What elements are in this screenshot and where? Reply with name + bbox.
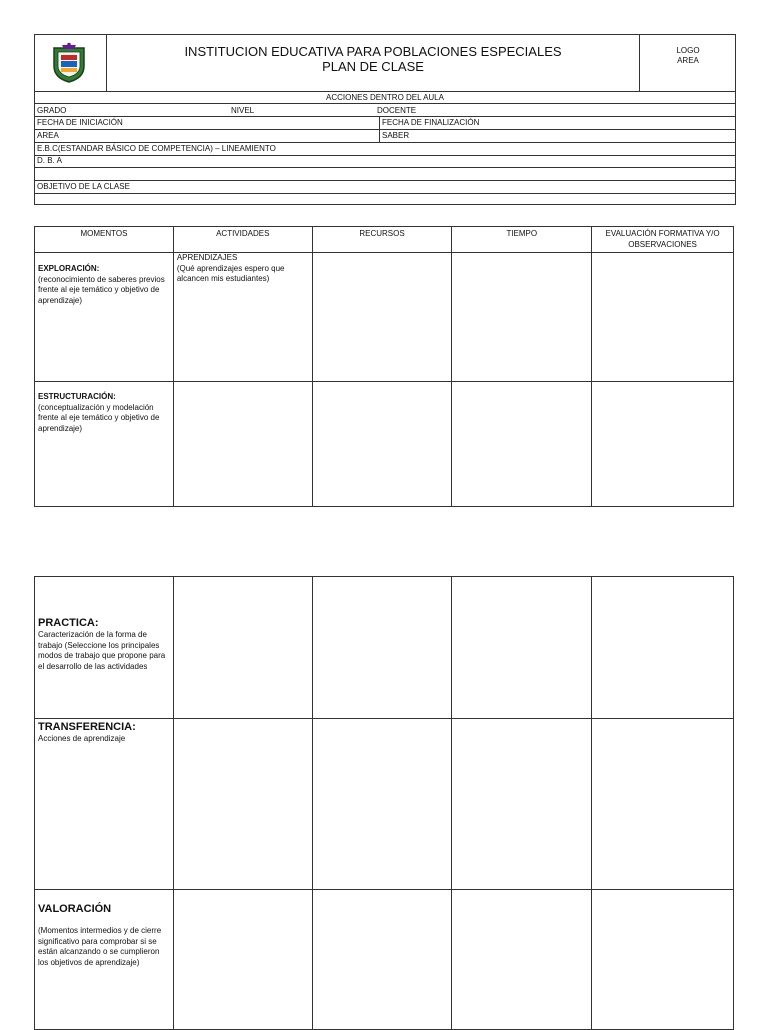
plan-table-bottom — [34, 576, 734, 1030]
exploracion-title: EXPLORACIÓN: — [38, 264, 100, 273]
field-objetivo[interactable]: OBJETIVO DE LA CLASE — [37, 182, 130, 191]
cell-evaluacion[interactable] — [592, 890, 734, 1030]
field-dba[interactable]: D. B. A — [37, 156, 62, 165]
col-header-recursos: RECURSOS — [312, 227, 452, 253]
cell-transferencia — [35, 719, 174, 890]
field-saber[interactable]: SABER — [382, 131, 410, 140]
cell-actividades[interactable] — [173, 577, 312, 719]
table-row — [35, 577, 734, 719]
col-header-evaluacion: EVALUACIÓN FORMATIVA Y/O OBSERVACIONES — [592, 227, 734, 253]
cell-recursos[interactable] — [312, 890, 452, 1030]
cell-recursos[interactable] — [312, 253, 452, 382]
field-fecha-iniciacion[interactable]: FECHA DE INICIACIÓN — [37, 118, 123, 127]
cell-recursos[interactable] — [312, 382, 452, 507]
table-row — [35, 719, 734, 890]
cell-exploracion — [35, 253, 174, 382]
plan-table-top — [34, 226, 734, 507]
field-ebc[interactable]: E.B.C(ESTANDAR BÁSICO DE COMPETENCIA) – LINEAMIENTO — [37, 144, 276, 153]
institution-title: INSTITUCION EDUCATIVA PARA POBLACIONES ESPECIALES — [184, 44, 562, 59]
table-row — [35, 890, 734, 1030]
cell-actividades[interactable] — [173, 719, 312, 890]
transferencia-desc: Acciones de aprendizaje — [38, 734, 126, 743]
cell-actividades[interactable] — [173, 382, 312, 507]
valoracion-desc: (Momentos intermedios y de cierre significativo para comprobar si se están alcanzando o se cumplieron los objetivos de aprendizaje) — [38, 926, 162, 967]
field-area[interactable]: AREA — [37, 131, 59, 140]
cell-practica — [35, 577, 174, 719]
cell-valoracion — [35, 890, 174, 1030]
cell-tiempo[interactable] — [452, 382, 592, 507]
cell-evaluacion[interactable] — [592, 719, 734, 890]
table-row — [35, 382, 734, 507]
estructuracion-desc: (conceptualización y modelación frente al eje temático y objetivo de aprendizaje) — [38, 402, 160, 433]
field-fecha-finalizacion[interactable]: FECHA DE FINALIZACIÓN — [382, 118, 480, 127]
table-row — [35, 253, 734, 382]
row-line — [34, 193, 736, 194]
row-line — [34, 167, 736, 168]
school-crest-icon — [50, 42, 88, 84]
cell-recursos[interactable] — [312, 719, 452, 890]
practica-desc: Caracterización de la forma de trabajo (Seleccione los principales modos de trabajo que propone para el desarrollo de las actividades — [38, 630, 166, 671]
field-nivel[interactable]: NIVEL — [231, 106, 255, 115]
row-line — [34, 103, 736, 104]
exploracion-desc: (reconocimiento de saberes previos frente al eje temático y objetivo de aprendizaje) — [38, 274, 165, 305]
cell-tiempo[interactable] — [452, 577, 592, 719]
aprendizajes-desc: (Qué aprendizajes espero que alcancen mis estudiantes) — [176, 263, 285, 283]
transferencia-title: TRANSFERENCIA: — [38, 721, 136, 733]
field-grado[interactable]: GRADO — [37, 106, 67, 115]
col-header-momentos: MOMENTOS — [35, 227, 174, 253]
col-header-actividades: ACTIVIDADES — [173, 227, 312, 253]
col-header-tiempo: TIEMPO — [452, 227, 592, 253]
section-title-acciones: ACCIONES DENTRO DEL AULA — [326, 93, 444, 102]
practica-title: PRACTICA: — [38, 617, 99, 629]
cell-estructuracion — [35, 382, 174, 507]
cell-tiempo[interactable] — [452, 890, 592, 1030]
plan-title: PLAN DE CLASE — [322, 59, 424, 74]
aprendizajes-title: APRENDIZAJES — [176, 253, 238, 262]
cell-evaluacion[interactable] — [592, 382, 734, 507]
cell-tiempo[interactable] — [452, 253, 592, 382]
cell-evaluacion[interactable] — [592, 577, 734, 719]
cell-tiempo[interactable] — [452, 719, 592, 890]
cell-evaluacion[interactable] — [592, 253, 734, 382]
logo-label: LOGO — [676, 46, 700, 55]
cell-actividades[interactable] — [173, 253, 312, 382]
estructuracion-title: ESTRUCTURACIÓN: — [38, 392, 116, 401]
area-label: AREA — [677, 56, 699, 65]
valoracion-title: VALORACIÓN — [38, 903, 112, 915]
cell-recursos[interactable] — [312, 577, 452, 719]
cell-actividades[interactable] — [173, 890, 312, 1030]
field-docente[interactable]: DOCENTE — [377, 106, 417, 115]
